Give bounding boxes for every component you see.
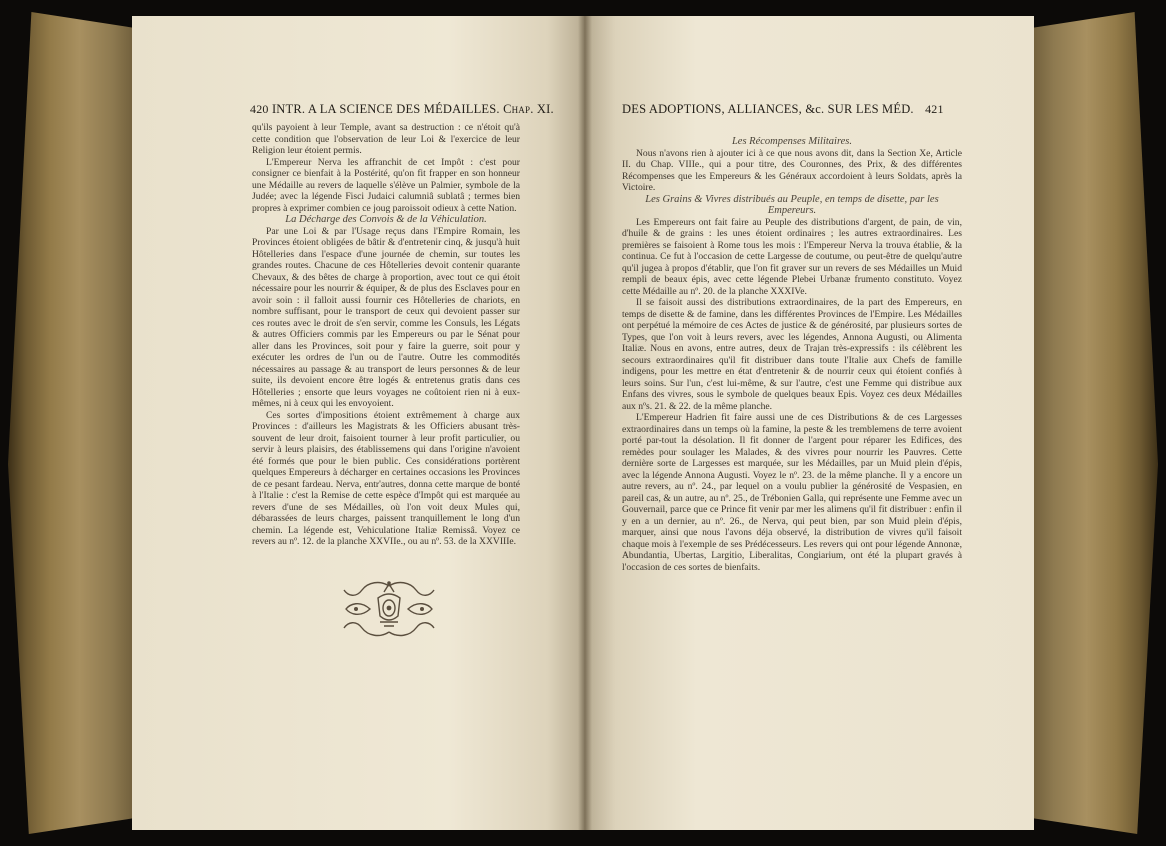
left-text-block — [252, 122, 520, 548]
tailpiece-ornament-icon — [340, 578, 438, 640]
left-running-header — [250, 102, 554, 117]
left-section-title: La Décharge des Convois & de la Véhiculation. — [285, 214, 487, 225]
right-running-head: DES ADOPTIONS, ALLIANCES, &c. SUR LES MÉD. — [622, 102, 914, 116]
left-opening-paragraph: qu'ils payoient à leur Temple, avant sa destruction : ce n'étoit qu'à cette condition que l'observation de leur Loi & l'exercice de leur Religion leur étoient permis. — [252, 122, 520, 156]
left-page-number: 420 — [250, 102, 269, 116]
left-paragraph-loi: Par une Loi & par l'Usage reçus dans l'Empire Romain, les Provinces étoient obligées de bâtir & d'entretenir cinq, & jusqu'à huit Hôtelleries dans l'espace d'une journée de chemin, sur toutes les grandes routes. Chacune de ces Hôtelleries devoit contenir quarante Chevaux, & des bêtes de charge à proportion, avec tout ce qui étoit nécessaire pour les nourrir & équiper, & de plus des Esclaves pour en avoir soin : il falloit aussi fournir ces Hôtelleries de chariots, en nombre suffisant, pour le transport de ceux qui devoient passer sur ces routes avec le droit de s'en servir, comme les Consuls, les Légats & autres Officiers commis par les Empereurs ou par le Sénat pour aller dans les Provinces, soit pour y faire la guerre, soit pour y exécuter les ordres de l'un ou de l'autre. Outre les commodités nécessaires au passage & au transport de leurs personnes & de leur suite, ils devoient encore être logés & entretenus gratis dans ces Hôtelleries ; ensorte que leurs voyages ne coûtoient rien ni à eux-mêmes, ni à ceux qui les envoyoient. — [252, 225, 520, 409]
right-page-edges — [1028, 12, 1158, 834]
book-gutter — [578, 16, 592, 830]
left-page-edges — [8, 12, 138, 834]
right-section-title-grains: Les Grains & Vivres distribués au Peuple, en temps de disette, par les Empereurs. — [645, 193, 939, 216]
right-paragraph-empereurs: Les Empereurs ont fait faire au Peuple des distributions d'argent, de pain, de vin, d'huile & de grains : les unes étoient ordinaires ; les autres extraordinaires. Les premières se faisoient à Rome tous les mois : l'Empereur Nerva la trouva établie, & la continua. Ce fut à l'occasion de cette Largesse de coutume, ou peut-être de quelqu'autre qu'il jugea à propos d'établir, que l'on fit graver sur un revers de ses Médailles un Muid rempli de beaux épis, avec cette légende Plebei Urbanæ frumento constituto. Voyez cette Médaille au nº. 20. de la planche XXXIVe. — [622, 216, 962, 297]
right-page-number: 421 — [925, 102, 944, 116]
right-running-header — [622, 102, 944, 117]
right-paragraph-recompenses: Nous n'avons rien à ajouter ici à ce que nous avons dit, dans la Section Xe, Article II. du Chap. VIIIe., qui a pour titre, des Couronnes, des Prix, & des différentes Récompenses que les Empereurs & les Généraux accordoient à leurs Soldats, après la Victoire. — [622, 147, 962, 193]
left-paragraph-impositions: Ces sortes d'impositions étoient extrêmement à charge aux Provinces : d'ailleurs les Magistrats & les Officiers abusant très-souvent de leur droit, faisoient tourner à leur profit particulier, ou servir à leurs plaisirs, des établissemens qui dans l'origine n'avoient été formés que pour le bien public. Ces considérations portèrent quelques Empereurs à décharger en certaines occasions les Provinces de ce pesant fardeau. Nerva, entr'autres, donna cette marque de bonté à l'Italie : c'est la Remise de cette espèce d'Impôt qui est marquée au revers d'une de ses Médailles, où l'on voit deux Mules qui, débarassées de leurs charges, paissent tranquillement le long d'un chemin. La légende est, Vehiculatione Italiæ Remissâ. Voyez ce revers au nº. 12. de la planche XXVIIe., ou au nº. 53. de la XXVIIIe. — [252, 409, 520, 547]
left-page — [132, 16, 584, 830]
right-paragraph-distributions: Il se faisoit aussi des distributions extraordinaires, de la part des Empereurs, en temps de disette & de famine, dans les différentes Provinces de l'Empire. Les Médailles ont perpétué la mémoire de ces Actes de justice & de générosité, par plusieurs sortes de Types, que l'on voit à leurs revers, avec les légendes, Annona Augusti, ou Alimenta Italiæ. Nous en avons, entre autres, deux de Trajan très-expressifs : ils célèbrent les secours extraordinaires qu'il fit distribuer dans toute l'Italie aux Chefs de famille indigens, pour les mettre en état d'entretenir & de nourrir ceux qui étoient confiés à leurs soins. Sur l'un, c'est lui-même, & sur l'autre, c'est une Femme qui distribue aux Enfans des vivres, sous le symbole de quelques beaux Epis. Voyez ces deux Médailles aux nºs. 21. & 22. de la même planche. — [622, 297, 962, 412]
right-page — [584, 16, 1034, 830]
right-paragraph-hadrien: L'Empereur Hadrien fit faire aussi une de ces Distributions & de ces Largesses extraordinaires dans un temps où la famine, la peste & les tremblemens de terre avoient porté par-tout la désolation. Il fit donner de l'argent pour réparer les Edifices, des remèdes pour soulager les Malades, & des vivres pour nourrir les Pauvres. Cette dernière sorte de Largesses est marquée, sur les Médailles, par un Muid plein d'épis, avec la légende Annona Augusti. Voyez le nº. 23. de la même planche. Il y a encore un autre revers, au nº. 24., par lequel on a voulu publier la générosité de Vespasien, en pareil cas, & un autre, au nº. 25., de Trébonien Galla, qui représente une Femme avec un Gouvernail, parce que ce Prince fit venir par mer les alimens qu'il fit distribuer : enfin il y en a un dernier, au nº. 26., de Nerva, qui peut bien, par son Muid plein d'épis, marquer, ainsi que nous l'avons déja observé, la distribution de vivres qu'il faisoit chaque mois à l'exemple de ses Prédécesseurs. Les revers qui ont pour légende Annonæ, Abundantia, Ubertas, Largitio, Liberalitas, Congiarium, ont été la plupart gravés à l'occasion de ces sortes de bienfaits. — [622, 412, 962, 573]
left-chapter-label: Chap. XI. — [503, 102, 554, 116]
left-paragraph-nerva: L'Empereur Nerva les affranchit de cet Impôt : c'est pour consigner ce bienfait à la Postérité, qu'on fit frapper en son honneur une Médaille au revers de laquelle s'élève un Palmier, symbole de la Judée; avec la légende Fisci Judaici calumniâ sublatâ ; termes bien propres à exprimer combien ce joug paroissoit odieux à cette Nation. — [252, 156, 520, 214]
right-text-block — [622, 122, 962, 573]
left-running-head: INTR. A LA SCIENCE DES MÉDAILLES. — [271, 102, 500, 116]
right-section-title-recompenses: Les Récompenses Militaires. — [731, 136, 853, 147]
